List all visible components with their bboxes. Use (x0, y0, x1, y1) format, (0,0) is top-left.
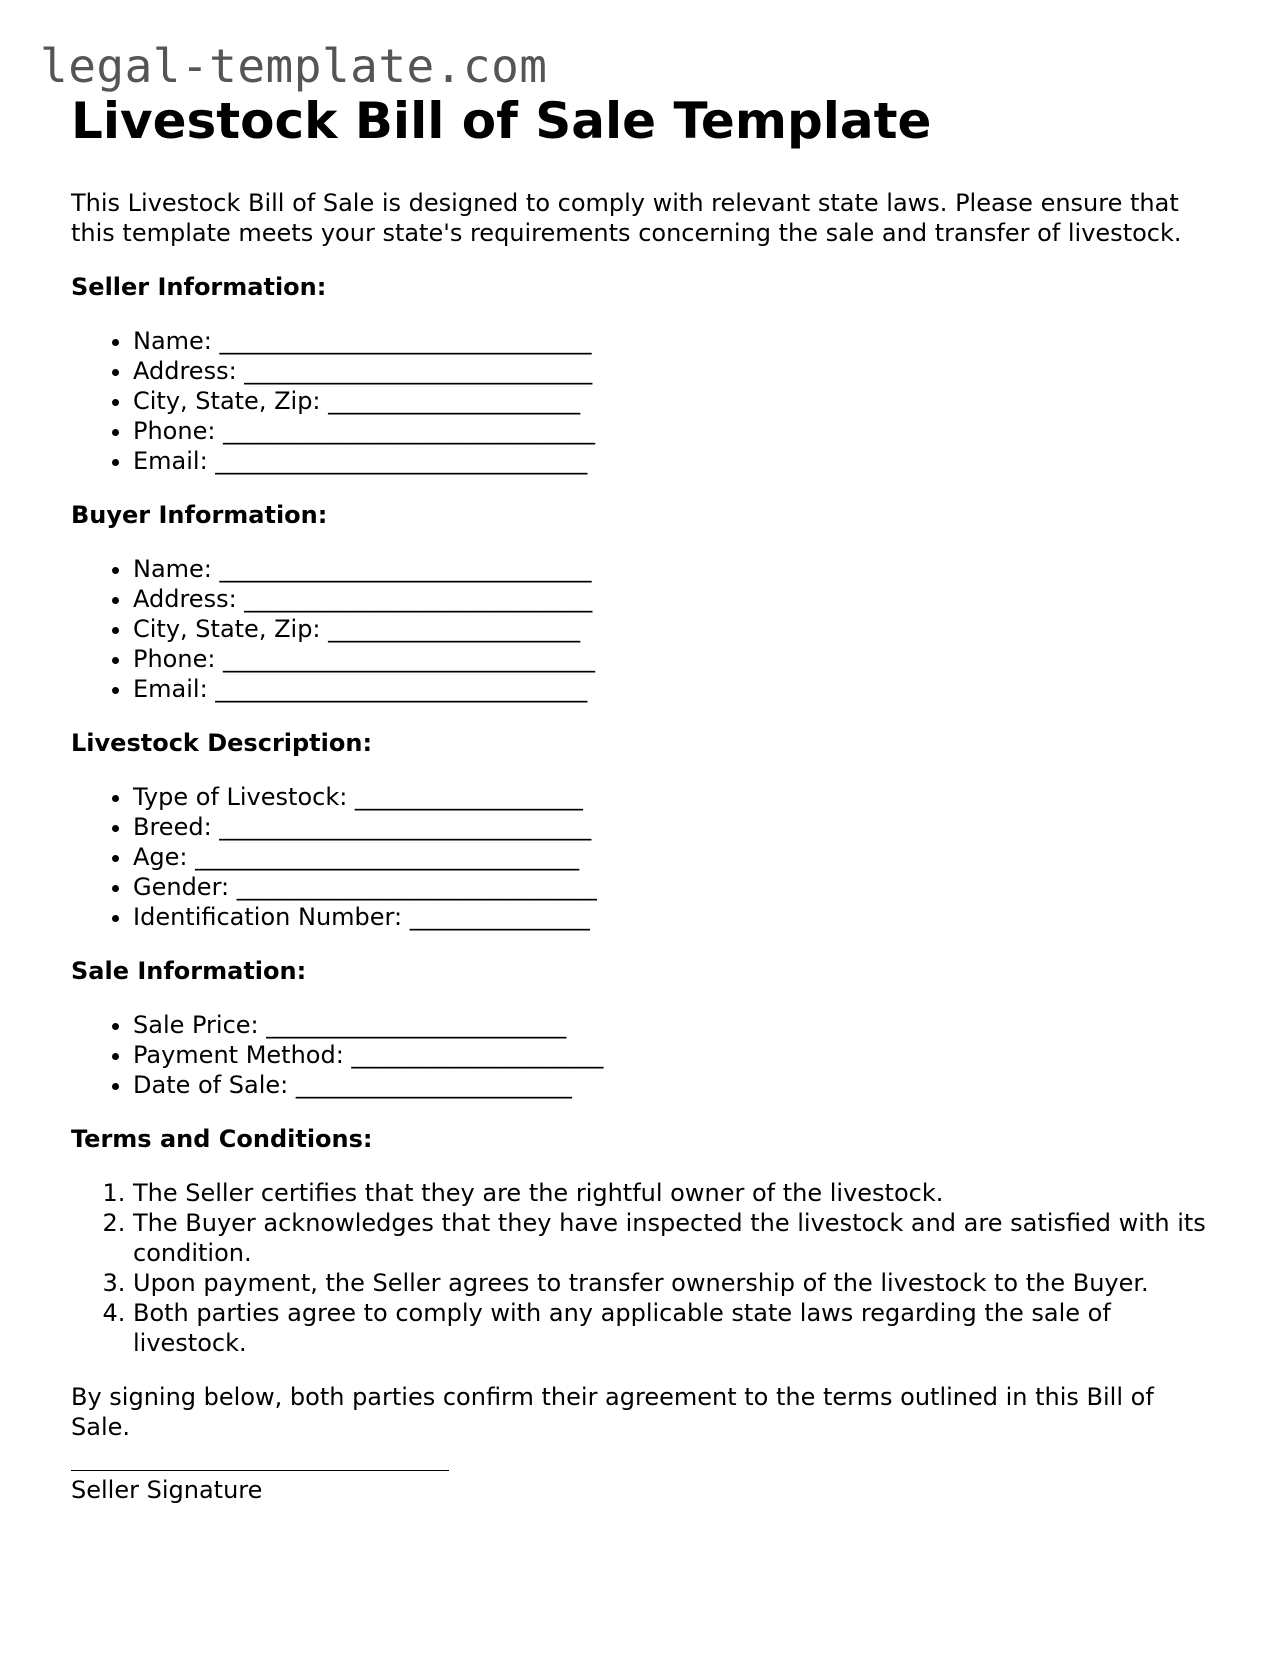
livestock-gender-field: • Gender: ______________________________ (133, 872, 1221, 902)
term-item: 4. Both parties agree to comply with any applicable state laws regarding the sale of livestock. (133, 1298, 1221, 1358)
livestock-breed-field: • Breed: _______________________________ (133, 812, 1221, 842)
term-item: 2. The Buyer acknowledges that they have inspected the livestock and are satisfied with its condition. (133, 1208, 1221, 1268)
closing-statement: By signing below, both parties confirm their agreement to the terms outlined in this Bill of Sale. (71, 1383, 1154, 1441)
seller-fields-list (71, 326, 1221, 476)
seller-heading: Seller Information: (71, 273, 327, 301)
site-watermark: legal-template.com (40, 39, 548, 93)
document-title: Livestock Bill of Sale Template (71, 92, 932, 150)
livestock-age-field: • Age: ________________________________ (133, 842, 1221, 872)
terms-list (71, 1178, 1221, 1358)
buyer-address-field: • Address: _____________________________ (133, 584, 1221, 614)
term-item: 3. Upon payment, the Seller agrees to transfer ownership of the livestock to the Buyer. (133, 1268, 1221, 1298)
sale-price-field: • Sale Price: _________________________ (133, 1010, 1221, 1040)
livestock-type-field: • Type of Livestock: ___________________ (133, 782, 1221, 812)
buyer-phone-field: • Phone: _______________________________ (133, 644, 1221, 674)
livestock-fields-list (71, 782, 1221, 932)
buyer-city-state-zip-field: • City, State, Zip: _____________________ (133, 614, 1221, 644)
sale-fields-list (71, 1010, 1221, 1100)
livestock-heading: Livestock Description: (71, 729, 373, 757)
buyer-name-field: • Name: _______________________________ (133, 554, 1221, 584)
intro-paragraph: This Livestock Bill of Sale is designed to comply with relevant state laws. Please ensure that this template meets your state's requirements concerning the sale and transfer of livestock. (71, 189, 1182, 247)
seller-email-field: • Email: _______________________________ (133, 446, 1221, 476)
buyer-email-field: • Email: _______________________________ (133, 674, 1221, 704)
term-item: 1. The Seller certifies that they are the rightful owner of the livestock. (133, 1178, 1221, 1208)
terms-heading: Terms and Conditions: (71, 1125, 373, 1153)
seller-name-field: • Name: _______________________________ (133, 326, 1221, 356)
date-of-sale-field: • Date of Sale: _______________________ (133, 1070, 1221, 1100)
payment-method-field: • Payment Method: _____________________ (133, 1040, 1221, 1070)
seller-phone-field: • Phone: _______________________________ (133, 416, 1221, 446)
buyer-heading: Buyer Information: (71, 501, 328, 529)
sale-heading: Sale Information: (71, 957, 307, 985)
seller-address-field: • Address: _____________________________ (133, 356, 1221, 386)
seller-signature-label: Seller Signature (71, 1476, 263, 1504)
buyer-fields-list (71, 554, 1221, 704)
livestock-id-number-field: • Identification Number: _______________ (133, 902, 1221, 932)
seller-city-state-zip-field: • City, State, Zip: _____________________ (133, 386, 1221, 416)
document-body (71, 86, 1221, 1505)
seller-signature-line (71, 1470, 449, 1471)
